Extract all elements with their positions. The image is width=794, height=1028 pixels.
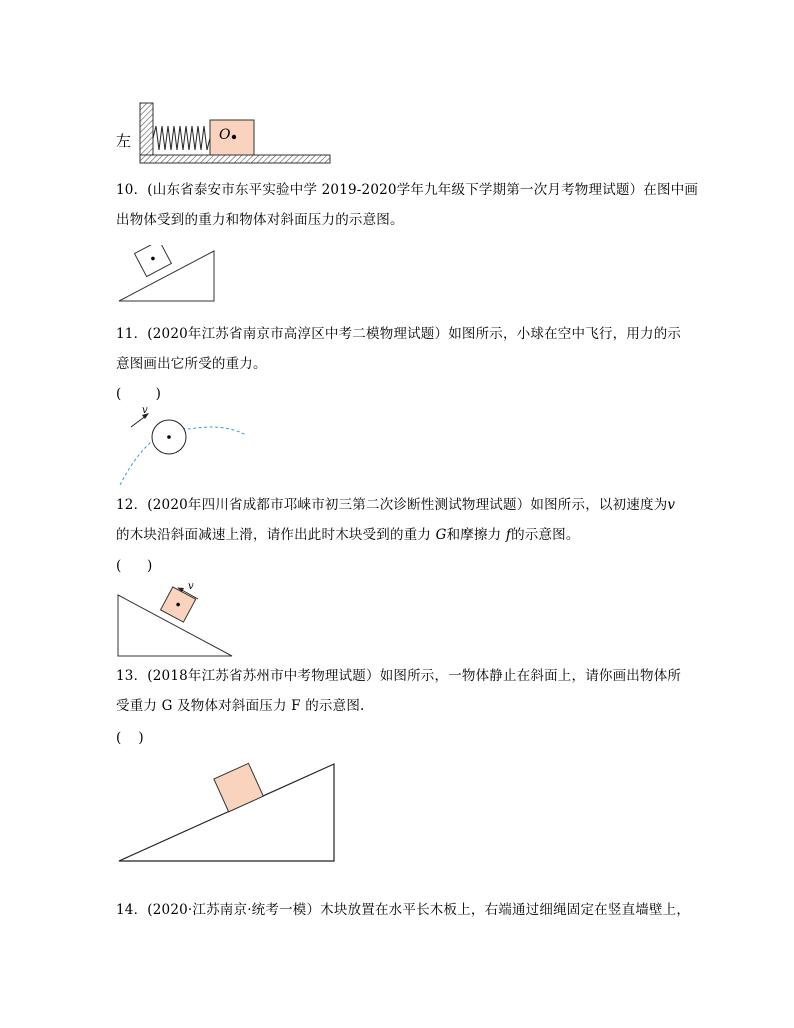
- q10-text-line1: 10．(山东省泰安市东平实验中学 2019-2020学年九年级下学期第一次月考物理试题）在图中画: [116, 182, 699, 198]
- q13-answer-paren: ( ): [116, 730, 144, 746]
- q10-text-line2: 出物体受到的重力和物体对斜面压力的示意图。: [116, 212, 404, 228]
- spring-block-figure: [112, 98, 337, 168]
- q12-line1-var: v: [667, 497, 676, 513]
- q12-text-line1: [116, 496, 675, 514]
- q12-line2-b: 和摩擦力: [446, 527, 506, 543]
- incline-sliding-figure-q12: [114, 577, 238, 659]
- floor: [140, 155, 330, 163]
- q13-text-line2: 受重力 G 及物体对斜面压力 F 的示意图.: [116, 698, 365, 714]
- q11-text-line1: 11．(2020年江苏省南京市高淳区中考二模物理试题）如图所示，小球在空中飞行，用力的示: [116, 326, 682, 342]
- wall: [140, 103, 153, 155]
- spring: [153, 126, 210, 150]
- incline-figure-q10: [116, 245, 220, 305]
- velocity-label: v: [188, 581, 194, 592]
- block-label: O: [219, 127, 231, 143]
- ball-center-dot: [167, 435, 171, 439]
- q12-line2-f: f: [505, 527, 512, 543]
- side-label: 左: [116, 132, 132, 150]
- q12-line2-c: 的示意图。: [511, 527, 580, 543]
- velocity-label: v: [142, 405, 148, 416]
- incline-static-figure-q13: [116, 760, 340, 866]
- q13-text-line1: 13．(2018年江苏省苏州市中考物理试题）如图所示，一物体静止在斜面上，请你画出物体所: [116, 668, 682, 684]
- ball-trajectory-figure: [112, 403, 252, 488]
- q12-answer-paren: ( ): [116, 558, 153, 574]
- q12-text-line2: [116, 526, 580, 544]
- q14-text-line1: 14．(2020·江苏南京·统考一模）木块放置在水平长木板上，右端通过细绳固定在竖直墙壁上，: [116, 902, 691, 918]
- q11-answer-paren: ( ): [116, 386, 161, 402]
- q12-line1-text: 12．(2020年四川省成都市邛崃市初三第二次诊断性测试物理试题）如图所示，以初速度为: [116, 497, 668, 513]
- q12-line2-a: 的木块沿斜面减速上滑，请作出此时木块受到的重力: [116, 527, 436, 543]
- q12-line2-G: G: [435, 527, 447, 543]
- block-center-dot: [232, 135, 236, 139]
- q11-text-line2: 意图画出它所受的重力。: [116, 356, 267, 372]
